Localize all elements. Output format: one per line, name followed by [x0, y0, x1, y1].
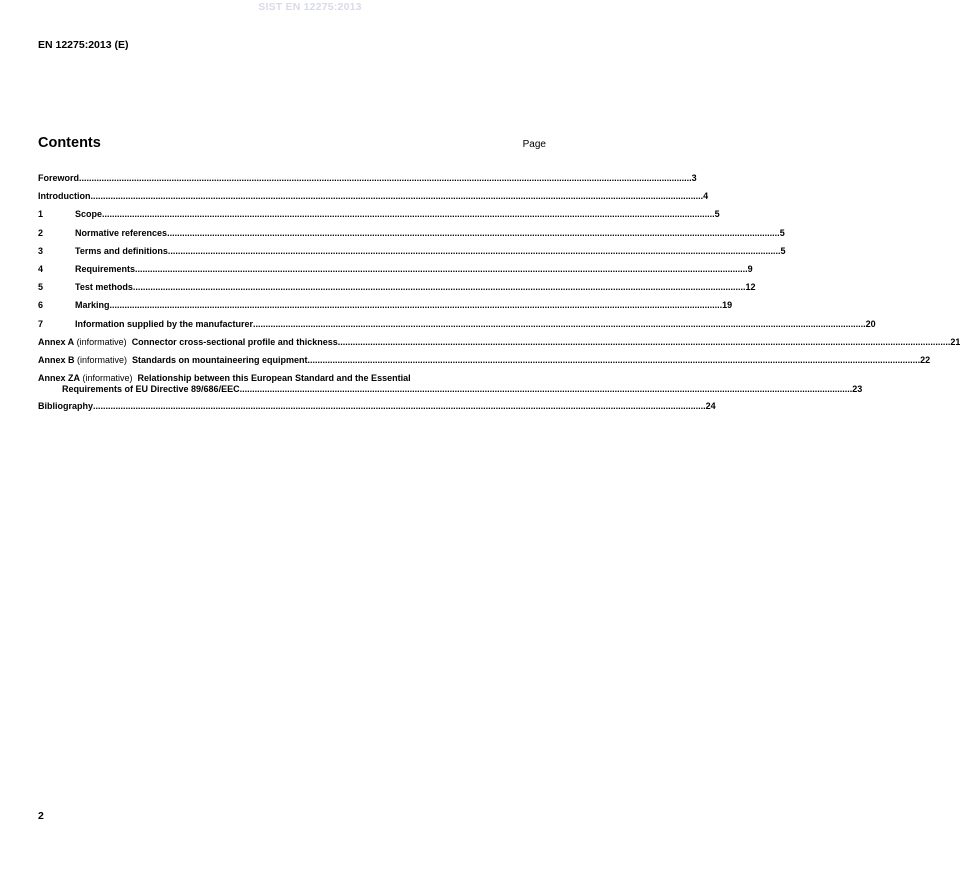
toc-entry-title-continued: Requirements of EU Directive 89/686/EEC [62, 384, 240, 395]
annex-type: (informative) [74, 354, 133, 365]
toc-entry-page: 20 [865, 318, 876, 329]
toc-entry-title: Bibliography [38, 401, 94, 412]
toc-dot-leader [308, 355, 921, 365]
toc-entry-title: Standards on mountaineering equipment [132, 354, 308, 365]
toc-entry-page: 9 [747, 263, 753, 274]
toc-dot-leader [133, 282, 746, 292]
toc-entry-annex-a[interactable] [38, 336, 960, 355]
page-column-label: Page [522, 139, 546, 150]
toc-entry-page: 23 [852, 384, 863, 395]
annex-prefix: Annex A [38, 336, 75, 347]
toc-entry-title: Terms and definitions [75, 245, 168, 256]
toc-dot-leader [168, 246, 781, 256]
toc-dot-leader [102, 209, 715, 219]
toc-entry-foreword[interactable] [38, 173, 697, 191]
toc-dot-leader [240, 384, 853, 394]
toc-entry-information-supplied[interactable] [38, 318, 876, 337]
document-id: EN 12275:2013 (E) [38, 39, 129, 51]
toc-entry-title: Scope [75, 209, 103, 220]
toc-dot-leader [167, 228, 780, 238]
toc-entry-title: Introduction [38, 191, 91, 202]
annex-za-line-1 [38, 373, 862, 383]
toc-dot-leader [79, 173, 692, 183]
annex-type: (informative) [74, 336, 132, 347]
toc-dot-leader [91, 191, 704, 201]
toc-dot-leader [93, 401, 706, 411]
toc-entry-number: 5 [38, 282, 44, 293]
annex-prefix: Annex B [38, 354, 75, 365]
toc-entry-title: Foreword [38, 173, 80, 183]
toc-dot-leader [110, 300, 723, 310]
toc-entry-page: 21 [950, 336, 960, 347]
toc-entry-marking[interactable] [38, 300, 733, 318]
annex-za-line-2 [38, 384, 862, 394]
toc-entry-page: 12 [745, 282, 756, 293]
toc-entry-introduction[interactable] [38, 191, 709, 209]
toc-entry-annex-b[interactable] [38, 354, 931, 373]
toc-entry-number: 7 [38, 318, 44, 329]
annex-prefix: Annex ZA [38, 373, 81, 384]
toc-entry-title: Marking [75, 300, 110, 311]
toc-entry-scope[interactable] [38, 209, 720, 227]
toc-entry-title: Relationship between this European Standard and the Essential [137, 373, 411, 384]
toc-heading: Contents [38, 135, 101, 151]
toc-entry-normative-references[interactable] [38, 227, 785, 246]
toc-entry-number: 2 [38, 227, 44, 238]
toc-entry-number: 6 [38, 300, 44, 311]
toc-entry-page: 4 [703, 191, 709, 202]
toc-entry-number: 3 [38, 245, 44, 256]
toc-entry-number: 1 [38, 209, 44, 220]
toc-entry-title: Normative references [75, 227, 168, 238]
toc-dot-leader [338, 337, 951, 347]
toc-entry-title: Connector cross-sectional profile and thickness [131, 336, 338, 347]
toc-entry-title: Information supplied by the manufacturer [75, 318, 254, 329]
table-of-contents [38, 173, 960, 419]
toc-entry-page: 22 [920, 354, 931, 365]
toc-entry-page: 5 [714, 209, 720, 220]
toc-entry-bibliography[interactable] [38, 401, 716, 419]
toc-entry-page: 24 [705, 401, 716, 412]
toc-entry-page: 19 [722, 300, 733, 311]
toc-entry-page: 3 [691, 173, 697, 183]
watermark: SIST EN 12275:2013 [258, 1, 362, 13]
page-number: 2 [38, 810, 44, 822]
toc-entry-terms-and-definitions[interactable] [38, 245, 786, 264]
toc-entry-requirements[interactable] [38, 263, 753, 282]
annex-type: (informative) [80, 373, 138, 384]
toc-entry-title: Test methods [75, 282, 133, 293]
toc-entry-page: 5 [780, 245, 786, 256]
toc-dot-leader [253, 319, 866, 329]
toc-entry-title: Requirements [75, 263, 136, 274]
toc-entry-number: 4 [38, 263, 44, 274]
toc-entry-annex-za[interactable] [38, 373, 863, 401]
annex-za-text [38, 373, 862, 394]
toc-entry-page: 5 [779, 227, 785, 238]
toc-dot-leader [135, 264, 748, 274]
toc-entry-test-methods[interactable] [38, 282, 756, 300]
